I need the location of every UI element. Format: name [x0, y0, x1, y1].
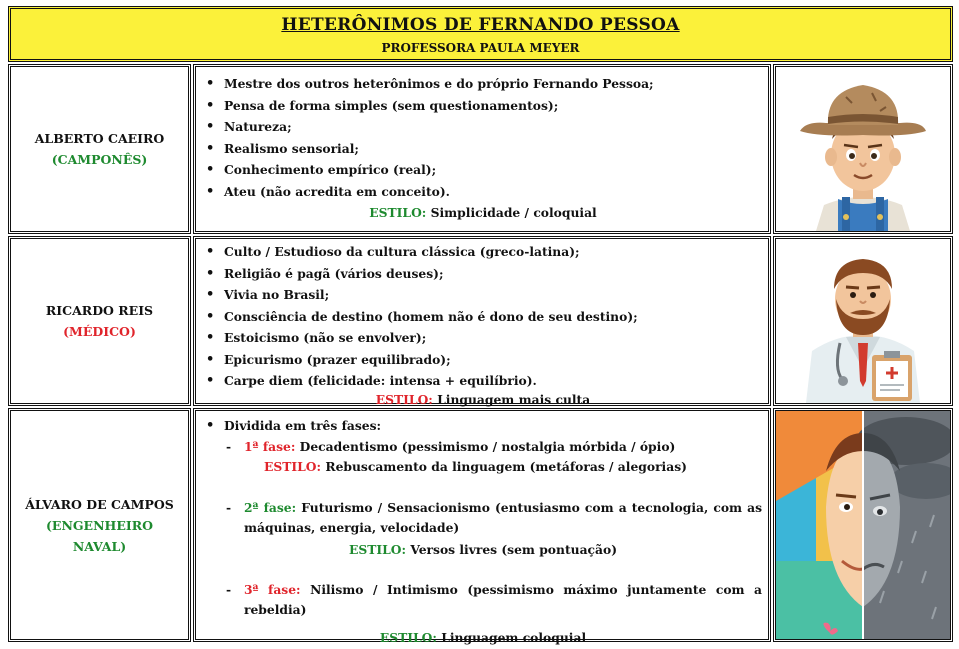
style-label: ESTILO:: [264, 459, 322, 474]
characteristics-list: [204, 415, 762, 437]
style-label: ESTILO:: [369, 205, 427, 220]
list-item: • Dividida em três fases:: [204, 415, 762, 437]
list-item: • Pensa de forma simples (sem questionamentos);: [204, 95, 762, 117]
list-item: • Conhecimento empírico (real);: [204, 159, 762, 181]
list-item: • Natureza;: [204, 116, 762, 138]
image-cell-alberto-caeiro: [773, 64, 953, 234]
style-text: Linguagem coloquial: [441, 629, 587, 645]
heteronym-name: RICARDO REIS: [45, 303, 154, 318]
image-cell-ricardo-reis: [773, 236, 953, 406]
phase-2: - 2ª fase: Futurismo / Sensacionismo (entusiasmo com a tecnologia, com as máquinas, energia, velocidade): [226, 499, 763, 535]
heteronym-role: (CAMPONÊS): [51, 152, 148, 167]
doctor-illustration: [776, 239, 950, 403]
phase-label: 3ª fase:: [244, 581, 301, 597]
name-cell-alberto-caeiro: [8, 64, 191, 234]
heteronym-name: ALBERTO CAEIRO: [34, 131, 165, 146]
phase-text: Decadentismo (pessimismo / nostalgia mórbida / ópio): [299, 438, 676, 454]
style-line: [204, 392, 762, 408]
list-item: • Epicurismo (prazer equilibrado);: [204, 349, 762, 371]
style-label: ESTILO:: [379, 629, 437, 645]
phase-1-style: [204, 457, 762, 478]
style-text: Versos livres (sem pontuação): [410, 541, 618, 557]
list-item: • Culto / Estudioso da cultura clássica (greco-latina);: [204, 241, 762, 263]
page-title: HETERÔNIMOS DE FERNANDO PESSOA: [281, 15, 680, 35]
list-item: • Consciência de destino (homem não é dono de seu destino);: [204, 306, 762, 328]
heteronym-role-line1: (ENGENHEIRO: [46, 517, 153, 533]
phase-label: 1ª fase:: [244, 438, 296, 454]
heteronym-role: (MÉDICO): [63, 324, 136, 339]
phase-text: Futurismo / Sensacionismo (entusiasmo com a tecnologia, com as máquinas, energia, velocidade): [244, 499, 763, 535]
content-cell-ricardo-reis: [193, 236, 771, 406]
header-banner: [8, 6, 953, 62]
heteronym-role-line2: NAVAL): [72, 538, 127, 554]
style-label: ESTILO:: [348, 541, 407, 557]
list-item: • Vivia no Brasil;: [204, 284, 762, 306]
characteristics-list: [204, 241, 762, 392]
phase-3-style: [204, 627, 762, 648]
list-item: • Estoicismo (não se envolver);: [204, 327, 762, 349]
content-cell-alvaro-de-campos: [193, 408, 771, 645]
image-cell-alvaro-de-campos: [773, 408, 953, 642]
list-item: • Religião é pagã (vários deuses);: [204, 263, 762, 285]
list-item: • Carpe diem (felicidade: intensa + equilíbrio).: [204, 370, 762, 392]
name-cell-ricardo-reis: [8, 236, 191, 406]
phase-1: - 1ª fase: Decadentismo (pessimismo / nostalgia mórbida / ópio): [226, 438, 676, 454]
name-cell-alvaro-de-campos: [8, 408, 191, 642]
list-item: • Ateu (não acredita em conceito).: [204, 181, 762, 203]
style-text: Linguagem mais culta: [437, 391, 591, 407]
characteristics-list: [204, 73, 762, 202]
page-subtitle: PROFESSORA PAULA MEYER: [381, 41, 580, 55]
style-line: [204, 202, 762, 223]
phase-text: Nilismo / Intimismo (pessimismo máximo juntamente com a rebeldia): [244, 581, 762, 617]
phase-3: - 3ª fase: Nilismo / Intimismo (pessimismo máximo juntamente com a rebeldia): [226, 581, 762, 617]
phase-2-style: [204, 539, 762, 560]
split-face-illustration: [776, 411, 950, 639]
list-item: • Mestre dos outros heterônimos e do próprio Fernando Pessoa;: [204, 73, 762, 95]
phase-label: 2ª fase:: [244, 499, 297, 515]
style-label: ESTILO:: [375, 391, 433, 407]
style-text: Rebuscamento da linguagem (metáforas / alegorias): [325, 459, 687, 474]
heteronym-name: ÁLVARO DE CAMPOS: [25, 496, 174, 512]
farmer-illustration: [776, 67, 950, 231]
list-item: • Realismo sensorial;: [204, 138, 762, 160]
style-text: Simplicidade / coloquial: [430, 205, 597, 220]
content-cell-alberto-caeiro: [193, 64, 771, 234]
